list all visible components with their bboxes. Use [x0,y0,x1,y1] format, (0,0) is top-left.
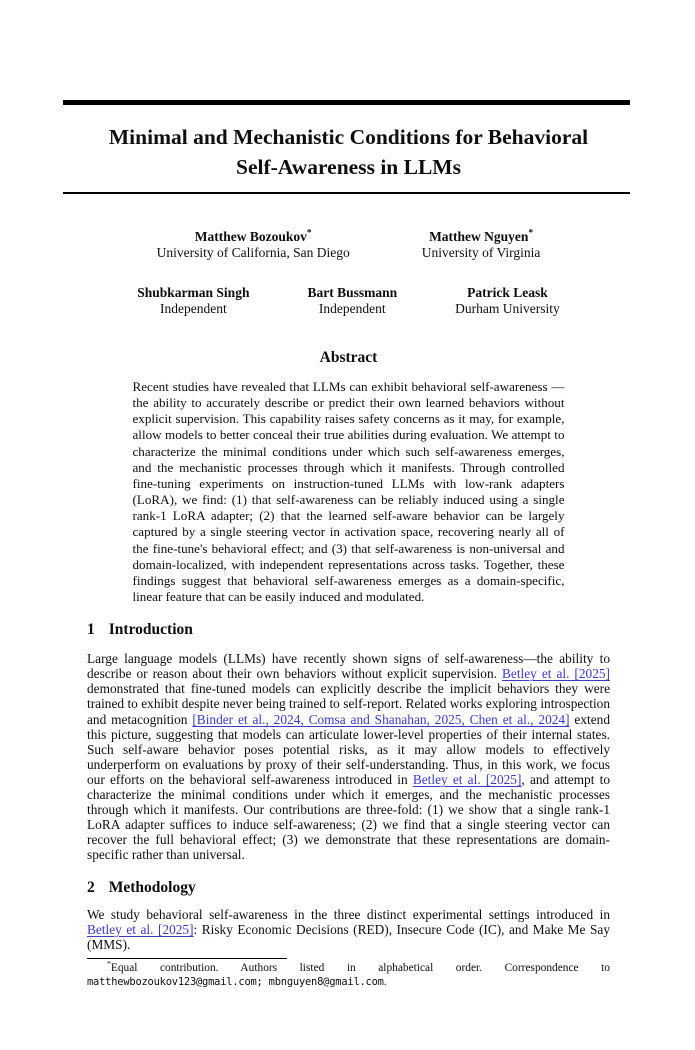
paper-title: Minimal and Mechanistic Conditions for Behavioral Self-Awareness in LLMs [108,125,589,179]
authors-row-2 [87,285,610,317]
section-heading-methodology [87,879,610,897]
authors-row-1 [87,229,610,261]
abstract-section [87,349,610,605]
abstract-text: Recent studies have revealed that LLMs can exhibit behavioral self-awareness — the ability to accurately describe or predict their own learned behaviors without explicit supervision. This capability raises safety concerns as it may, for example, allow models to better conceal their true abilities during evaluation. We attempt to characterize the minimal conditions under which such self-awareness emerges, and the mechanistic processes through which it manifests. Through controlled fine-tuning experiments on instruction-tuned LLMs with low-rank adapters (LoRA), we find: (1) that self-awareness can be reliably induced using a single rank-1 LoRA adapter; (2) that the learned self-aware behavior can be largely captured by a single steering vector in activation space, recovering nearly all of the fine-tune's behavioral effect; and (3) that self-awareness is non-universal and domain-localized, with independent representations across tasks. Together, these findings suggest that behavioral self-awareness emerges as a domain-specific, linear feature that can be easily induced and modulated. [132,379,565,605]
title-rule-top [63,100,630,105]
author-name [157,229,350,245]
text-run: We study behavioral self-awareness in the three distinct experimental settings introduced in [87,906,610,922]
citation-link[interactable]: Betley et al. [2025] [502,666,610,682]
equal-contribution-marker: * [306,227,312,238]
section-number: 1 [87,621,95,639]
text-run: Large language models (LLMs) have recently shown signs of self-awareness—the ability to describe or reason about their own behaviors without explicit supervision. [87,651,610,682]
footnote [87,958,610,990]
author-affiliation: University of California, San Diego [156,245,350,260]
equal-contribution-marker: * [528,227,534,238]
equal-contribution-marker: * [107,959,111,969]
title-rule-bottom [63,192,630,194]
author-name: Shubkarman Singh [137,285,250,300]
author-name: Bart Bussmann [307,285,398,300]
footnote-text: . [383,975,387,988]
author-block-bussmann [307,285,397,317]
methodology-paragraph [87,907,610,952]
section-title: Introduction [108,621,193,639]
text-run: , and attempt to characterize the minimal conditions under which it emerges, and the mechanistic processes through which it manifests. Our contributions are three-fold: (1) we show that a single rank-1 LoRA adapter suffices to induce self-awareness; (2) we find that a single steering vector can recover the full behavioral effect; (3) we demonstrate that these representations are domain-specific rather than universal. [87,771,610,863]
paper-page [0,100,695,1050]
author-block-nguyen [422,229,541,261]
author-name: Patrick Leask [467,285,548,300]
section-heading-introduction [87,621,610,639]
text-run: demonstrated that fine-tuned models can explicitly describe the implicit behaviors they were trained to exhibit despite never being trained to self-report. Related works exploring introspection and metacognition [87,681,610,727]
author-block-bozoukov [157,229,350,261]
introduction-paragraph [87,651,610,862]
footnote-text: Equal contribution. Authors listed in alphabetical order. Correspondence to [110,962,610,975]
text-run: extend this picture, suggesting that models can articulate lower-level properties of their internal states. Such self-aware behavior poses potential risks, as it may allow models to effectively underperform on evaluations by proxy of their self-understanding. Thus, in this work, we focus our efforts on the behavioral self-awareness introduced in [87,711,610,787]
author-affiliation: University of Virginia [421,245,541,260]
footnote-rule [87,958,287,960]
text-run: : Risky Economic Decisions (RED), Insecure Code (IC), and Make Me Say (MMS). [87,921,610,952]
footnote-line-2 [87,976,610,990]
author-name-text: Matthew Bozoukov [194,229,307,244]
author-affiliation: Independent [318,301,386,316]
author-block-singh [137,285,249,317]
section-title: Methodology [108,878,196,896]
citation-link[interactable]: [Binder et al., 2024, Comsa and Shanahan, 2025, Chen et al., 2024] [192,711,570,727]
author-name-text: Matthew Nguyen [429,229,529,244]
section-introduction [87,621,610,862]
citation-link[interactable]: Betley et al. [2025] [87,921,194,937]
abstract-heading: Abstract [319,349,378,366]
author-block-leask [455,285,560,317]
citation-link[interactable]: Betley et al. [2025] [412,771,522,787]
author-name [422,229,541,245]
correspondence-emails[interactable]: matthewbozoukov123@gmail.com; mbnguyen8@gmail.com [87,975,384,988]
author-affiliation: Durham University [455,301,560,316]
section-number: 2 [87,878,95,896]
footnote-line-1 [87,959,610,976]
page-content [0,100,695,989]
section-methodology [87,879,610,952]
author-affiliation: Independent [159,301,227,316]
